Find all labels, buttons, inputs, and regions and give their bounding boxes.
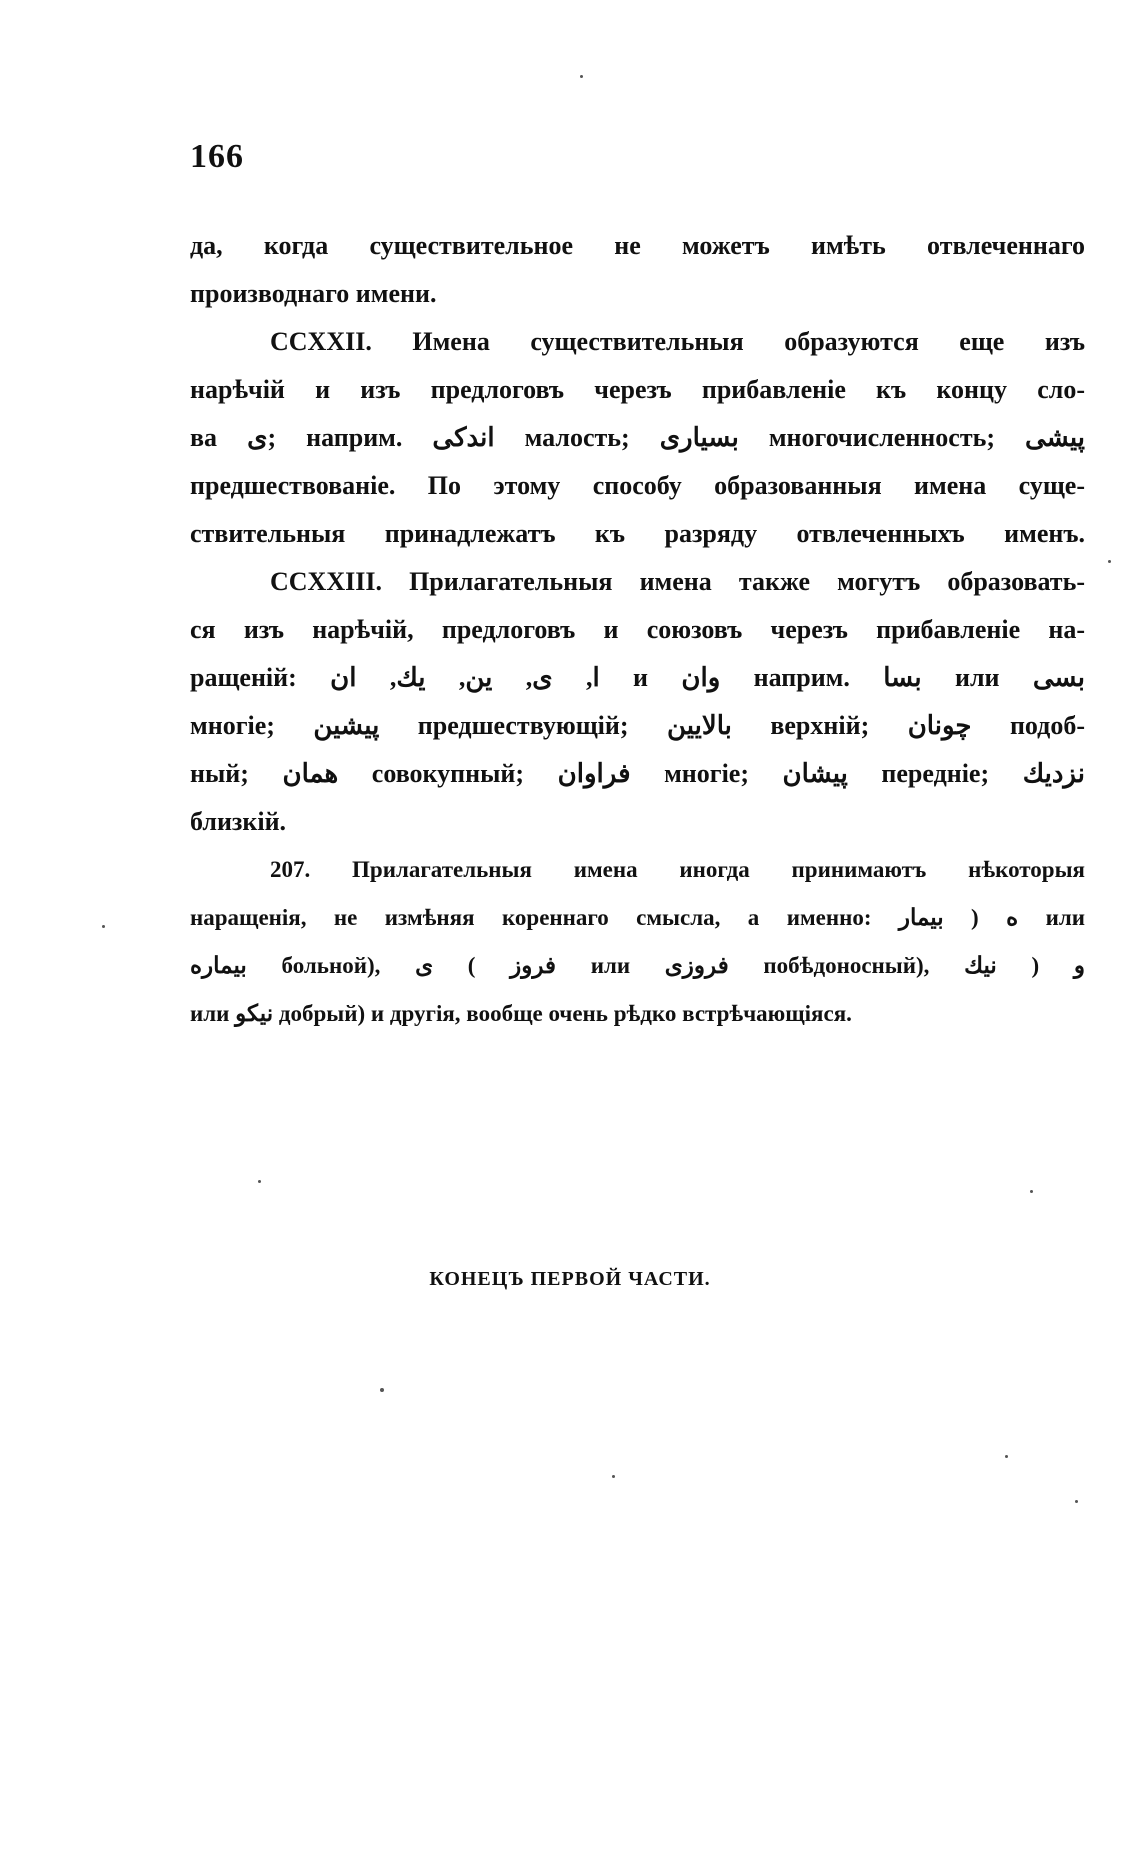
text-line: или نیکو добрый) и другія, вообще очень рѣдко встрѣчающіяся. — [190, 1001, 852, 1026]
text-line: ствительныя принадлежатъ къ разряду отвлеченныхъ именъ. — [190, 519, 1085, 548]
scan-speck — [612, 1475, 615, 1478]
text-line: ный; همان совокупный; فراوان многіе; پیشان передніе; نزدیك — [190, 759, 1086, 788]
scan-speck — [380, 1388, 384, 1392]
text-line: بیماره больной), ی ( فروز или فروزی побѣдоносный), و ( نیك — [190, 953, 1085, 978]
text-line: CCXXIII. Прилагательныя имена также могутъ образовать- — [270, 567, 1085, 596]
end-of-part-title: КОНЕЦЪ ПЕРВОЙ ЧАСТИ. — [429, 1268, 711, 1290]
scan-speck — [1075, 1500, 1078, 1503]
text-line: CCXXII. Имена существительныя образуются еще изъ — [270, 327, 1085, 356]
text-line: ва ی; наприм. اندکی малость; بسیاری многочисленность; پیشی — [190, 423, 1085, 452]
text-line: да, когда существительное не можетъ имѣть отвлеченнаго — [190, 231, 1085, 260]
scan-speck — [1108, 560, 1111, 563]
text-line: близкій. — [190, 807, 287, 836]
scan-speck — [102, 925, 105, 928]
text-line: производнаго имени. — [190, 279, 437, 308]
scan-speck — [258, 1180, 261, 1183]
page-number: 166 — [190, 138, 244, 175]
text-line: наращенія, не измѣняя кореннаго смысла, а именно: ه ( بیمار или — [190, 905, 1085, 930]
text-line: предшествованіе. По этому способу образованныя имена суще- — [190, 471, 1085, 500]
body-text — [190, 222, 1085, 1038]
text-line: 207. Прилагательныя имена иногда принимаютъ нѣкоторыя — [270, 857, 1085, 882]
scan-speck — [1005, 1455, 1008, 1458]
text-line: ращеній: ا, ی, ین, یك, ان и وان наприм. بسا или بسی — [190, 663, 1085, 692]
scan-speck — [1030, 1190, 1033, 1193]
text-line: нарѣчій и изъ предлоговъ черезъ прибавленіе къ концу сло- — [190, 375, 1085, 404]
text-line: многіе; پیشین предшествующій; بالایین верхній; چونان подоб- — [190, 711, 1085, 740]
text-line: ся изъ нарѣчій, предлоговъ и союзовъ черезъ прибавленіе на- — [190, 615, 1085, 644]
scan-speck — [580, 75, 583, 78]
